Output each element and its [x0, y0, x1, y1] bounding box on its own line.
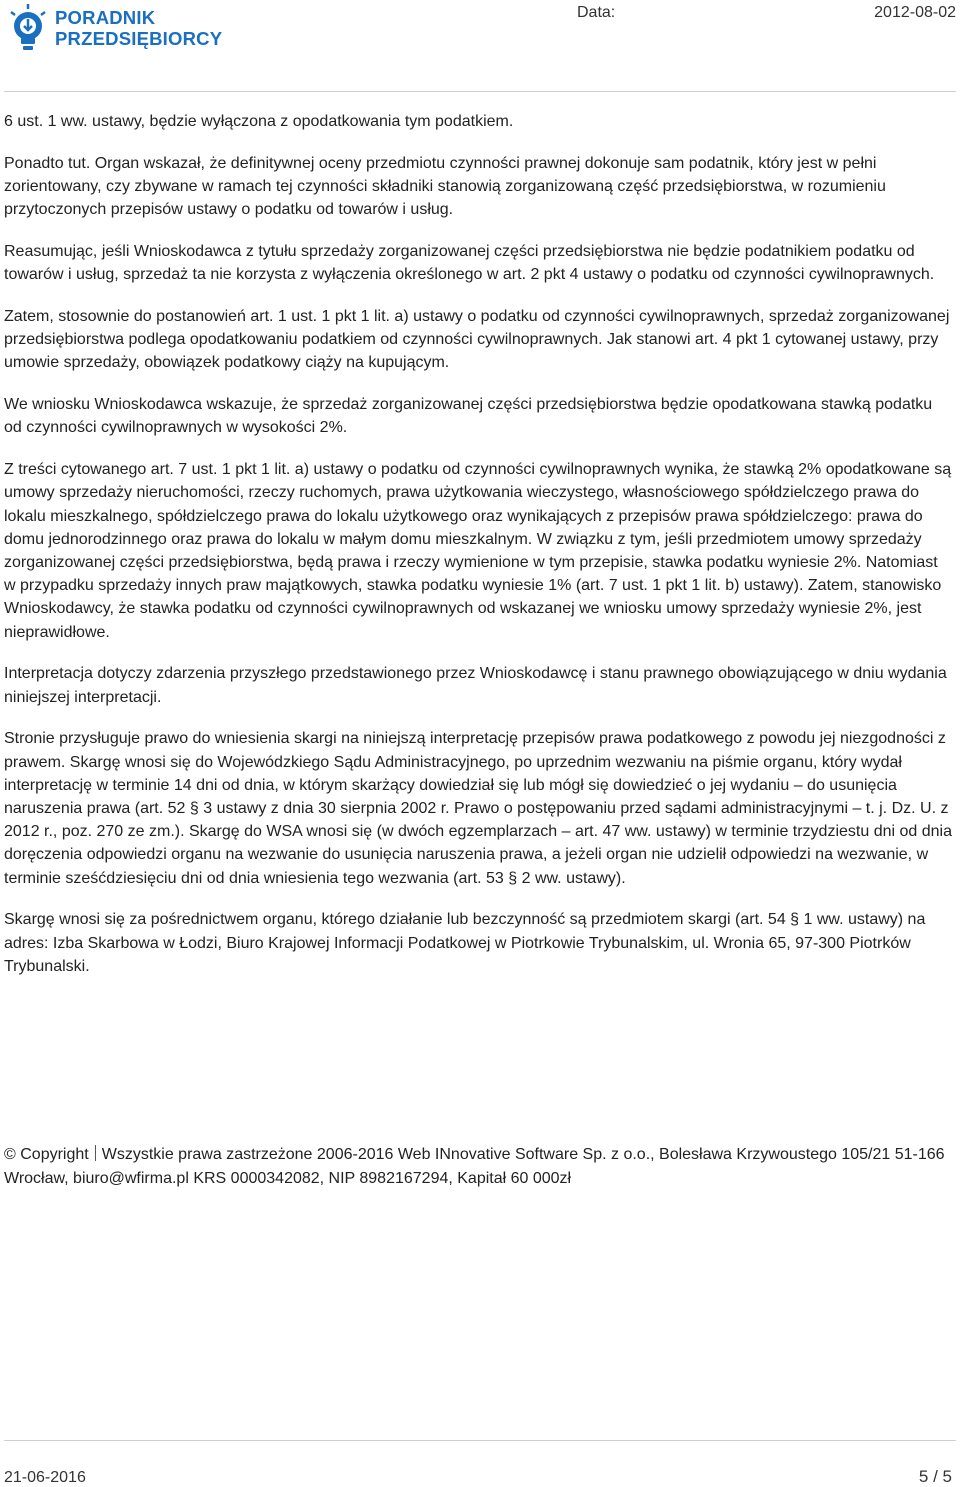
- logo-wordmark: [55, 7, 222, 49]
- lightbulb-icon: [6, 2, 52, 54]
- copyright-text: © Copyright: [4, 1146, 89, 1163]
- page-header: [0, 0, 960, 92]
- date-value: 2012-08-02: [874, 4, 956, 21]
- separator: [95, 1145, 96, 1161]
- header-divider: [4, 91, 956, 92]
- poradnik-przedsiebiorcy-logo[interactable]: [6, 2, 236, 54]
- paragraph: We wniosku Wnioskodawca wskazuje, że sprzedaż zorganizowanej części przedsiębiorstwa będzie opodatkowana stawką podatku od czynności cywilnoprawnych w wysokości 2%.: [4, 396, 933, 437]
- page-number: 5 / 5: [918, 1467, 952, 1486]
- footer-divider: [4, 1440, 956, 1441]
- copyright-footer: [4, 1143, 952, 1190]
- logo-line-2: PRZEDSIĘBIORCY: [55, 28, 223, 49]
- logo-line-1: PORADNIK: [55, 7, 156, 28]
- paragraph: Skargę wnosi się za pośrednictwem organu, którego działanie lub bezczynność są przedmiotem skargi (art. 54 § 1 ww. ustawy) na adres: Izba Skarbowa w Łodzi, Biuro Krajowej Informacji Podatkowej w Piotrkowie Trybunalskim, ul. Wronia 65, 97-300 Piotrków Trybunalski.: [4, 911, 926, 975]
- article-body: [4, 110, 952, 997]
- date-label: Data:: [577, 4, 616, 21]
- paragraph: Ponadto tut. Organ wskazał, że definitywnej oceny przedmiotu czynności prawnej dokonuje sam podatnik, który jest w pełni zorientowany, czy zbywane w ramach tej czynności składniki stanowią zorganizowaną część przedsiębiorstwa, w rozumieniu przytoczonych przepisów ustawy o podatku od towarów i usług.: [4, 154, 886, 219]
- paragraph: Reasumując, jeśli Wnioskodawca z tytułu sprzedaży zorganizowanej części przedsiębiorstwa nie będzie podatnikiem podatku od towarów i usług, sprzedaż ta nie korzysta z wyłączenia określonego w art. 2 pkt 4 ustawy o podatku od czynności cywilnoprawnych.: [4, 243, 935, 284]
- paragraph: 6 ust. 1 ww. ustawy, będzie wyłączona z opodatkowania tym podatkiem.: [4, 113, 514, 130]
- paragraph: Stronie przysługuje prawo do wniesienia skargi na niniejszą interpretację przepisów prawa podatkowego z powodu jej niezgodności z prawem. Skargę wnosi się do Wojewódzkiego Sądu Administracyjnego, po uprzednim wezwaniu na piśmie organu, który wydał interpretację w terminie 14 dni od dnia, w którym skarżący dowiedział się lub mógł się dowiedzieć o jej wydaniu – do usunięcia naruszenia prawa (art. 52 § 3 ustawy z dnia 30 sierpnia 2002 r. Prawo o postępowaniu przed sądami administracyjnymi – t. j. Dz. U. z 2012 r., poz. 270 ze zm.). Skargę do WSA wnosi się (w dwóch egzemplarzach – art. 47 ww. ustawy) w terminie trzydziestu dni od dnia doręczenia odpowiedzi organu na wezwanie do usunięcia naruszenia prawa, a jeżeli organ nie udzielił odpowiedzi na wezwanie, w terminie sześćdziesięciu dni od dnia wniesienia tego wezwania (art. 53 § 2 ww. ustawy).: [4, 730, 952, 887]
- paragraph: Interpretacja dotyczy zdarzenia przyszłego przedstawionego przez Wnioskodawcę i stanu prawnego obowiązującego w dniu wydania niniejszej interpretacji.: [4, 665, 947, 706]
- paragraph: Z treści cytowanego art. 7 ust. 1 pkt 1 lit. a) ustawy o podatku od czynności cywilnoprawnych wynika, że stawką 2% opodatkowane są umowy sprzedaży nieruchomości, rzeczy ruchomych, prawa użytkowania wieczystego, własnościowego spółdzielczego prawa do lokalu mieszkalnego, spółdzielczego prawa do lokalu użytkowego oraz wynikających z przepisów prawa spółdzielczego: prawa do domu jednorodzinnego oraz prawa do lokalu w małym domu mieszkalnym. W związku z tym, jeśli przedmiotem umowy sprzedaży zorganizowanej części przedsiębiorstwa, będą prawa i rzeczy wymienione w tym przepisie, stawka podatku wyniesie 2%. Natomiast w przypadku sprzedaży innych praw majątkowych, stawka podatku wyniesie 1% (art. 7 ust. 1 pkt 1 lit. b) ustawy). Zatem, stanowisko Wnioskodawcy, że stawka podatku od czynności cywilnoprawnych od wskazanej we wniosku umowy sprzedaży wyniesie 2%, jest nieprawidłowe.: [4, 461, 952, 641]
- print-date: 21-06-2016: [4, 1469, 86, 1486]
- paragraph: Zatem, stosownie do postanowień art. 1 ust. 1 pkt 1 lit. a) ustawy o podatku od czynności cywilnoprawnych, sprzedaż zorganizowanej przedsiębiorstwa podlega opodatkowaniu podatkiem od czynności cywilnoprawnych. Jak stanowi art. 4 pkt 1 cytowanej ustawy, przy umowie sprzedaży, obowiązek podatkowy ciąży na kupującym.: [4, 308, 950, 372]
- company-info: Wszystkie prawa zastrzeżone 2006-2016 Web INnovative Software Sp. z o.o., Bolesława Krzywoustego 105/21 51-166 Wrocław, biuro@wfirma.pl KRS 0000342082, NIP 8982167294, Kapitał 60 000zł: [4, 1146, 945, 1187]
